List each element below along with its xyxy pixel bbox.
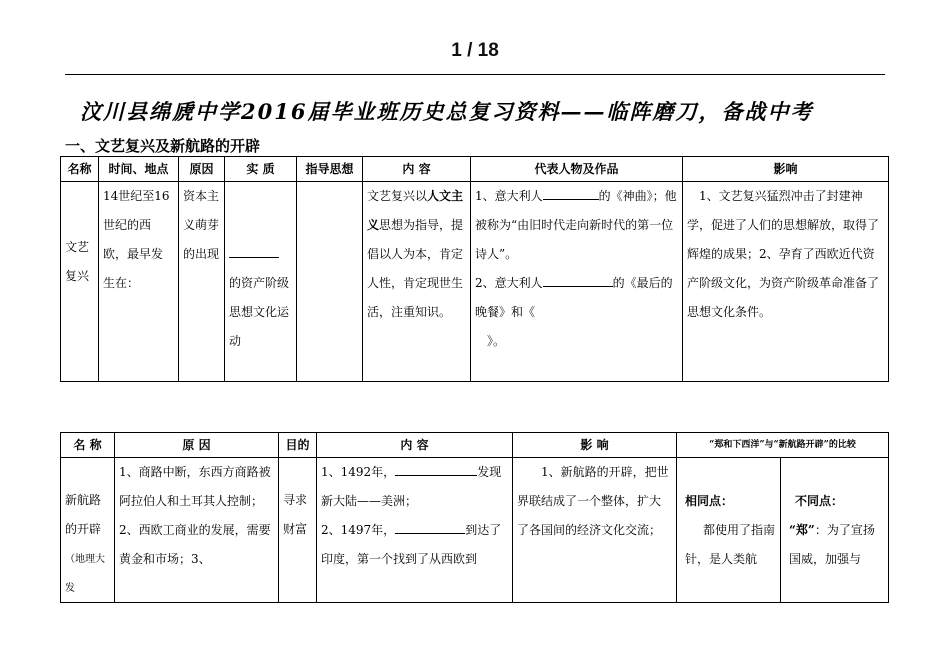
cell-content	[363, 182, 471, 382]
rep-1-suffix: 的《神曲》；他被称为“由旧时代走向新时代的第一位诗人”。	[475, 189, 677, 261]
differences-label: 不同点：	[795, 494, 844, 508]
page-number: 1 / 18	[451, 40, 499, 61]
similarities-text: 都使用了指南针，是人类航	[685, 523, 776, 566]
header-cell: 实 质	[225, 157, 297, 182]
content-2-prefix: 2、1497年，	[321, 523, 396, 537]
header-cell: 指导思想	[297, 157, 363, 182]
header-cell: 影 响	[513, 433, 677, 458]
cell-impact	[513, 458, 677, 603]
cell-reason	[115, 458, 279, 603]
purpose-text: 寻求财富	[283, 493, 308, 536]
impact-text: 1、文艺复兴猛烈冲击了封建神学，促进了人们的思想解放，取得了辉煌的成果；2、孕育了西欧近代资产阶级文化，为资产阶级革命准备了思想文化条件。	[687, 189, 880, 319]
header-cell: 影响	[683, 157, 889, 182]
fill-in-blank[interactable]	[395, 463, 477, 476]
cell-name	[61, 182, 99, 382]
cell-reason	[179, 182, 225, 382]
fill-in-blank[interactable]	[395, 521, 465, 534]
header-cell: 原 因	[115, 433, 279, 458]
content-1-prefix: 1、1492年，	[321, 465, 396, 479]
table-header-row	[61, 157, 889, 182]
cell-essence	[225, 182, 297, 382]
name-text: 文艺复兴	[65, 239, 90, 283]
content-text: 思想为指导，提倡以人为本，肯定人性，肯定现世生活，注重知识。	[367, 218, 464, 319]
header-cell-comparison	[677, 433, 889, 458]
name-text: 新航路的开辟	[65, 493, 102, 536]
fill-in-blank[interactable]	[229, 245, 279, 258]
header-cell: 名 称	[61, 433, 115, 458]
header-cell: 名称	[61, 157, 99, 182]
reason-text: 资本主义萌芽的出现	[183, 189, 220, 261]
header-cell: 时间、地点	[99, 157, 179, 182]
header-cell: 原因	[179, 157, 225, 182]
cell-impact	[683, 182, 889, 382]
rep-1-prefix: 1、意大利人	[475, 189, 543, 203]
cell-time	[99, 182, 179, 382]
content-keyword: 人文主义	[367, 189, 464, 232]
header-cell: 代表人物及作品	[471, 157, 683, 182]
fill-in-blank[interactable]	[543, 187, 599, 200]
content-2-suffix: 到达了印度，第一个找到了从西欧到	[321, 523, 502, 566]
table-row	[61, 182, 889, 382]
essence-text: 的资产阶级思想文化运动	[229, 276, 290, 348]
cell-name	[61, 458, 115, 603]
differences-text: ：为了宣扬国威，加强与	[789, 523, 875, 566]
impact-text: 1、新航路的开辟，把世界联结成了一个整体，扩大了各国间的经济文化交流；	[517, 465, 669, 537]
table-row	[61, 458, 889, 603]
content-1-suffix: 发现新大陆——美洲；	[321, 465, 502, 508]
header-cell: 内 容	[317, 433, 513, 458]
cell-content	[317, 458, 513, 603]
cell-purpose	[279, 458, 317, 603]
cell-similarities	[677, 458, 781, 603]
comparison-heading: “郑和下西洋”与“新航路开辟”的比较	[709, 440, 856, 450]
time-text: 14世纪至16世纪的西欧，最早发生在：	[103, 189, 170, 290]
document-title: 汶川县绵虒中学2016届毕业班历史总复习资料——临阵磨刀，备战中考	[80, 99, 814, 124]
rep-2-prefix: 2、意大利人	[475, 276, 543, 290]
header-cell: 目的	[279, 433, 317, 458]
cell-guiding-thought	[297, 182, 363, 382]
new-sea-routes-table	[60, 432, 889, 603]
rep-2-suffix: 的《最后的晚餐》和《	[475, 276, 673, 319]
header-cell: 内 容	[363, 157, 471, 182]
fill-in-blank[interactable]	[543, 274, 613, 287]
section-title: 一、文艺复兴及新航路的开辟	[65, 137, 261, 155]
table-header-row	[61, 433, 889, 458]
header-divider	[65, 74, 885, 75]
reason-text: 1、商路中断，东西方商路被阿拉伯人和土耳其人控制；2、西欧工商业的发展，需要黄金和市场；3、	[119, 465, 271, 566]
renaissance-table	[60, 156, 889, 382]
cell-differences	[781, 458, 889, 603]
name-note: （地理大发	[65, 554, 105, 594]
similarities-label: 相同点：	[685, 494, 734, 508]
content-prefix: 文艺复兴以	[367, 189, 428, 203]
cell-representatives	[471, 182, 683, 382]
differences-keyword: “郑”	[789, 523, 815, 537]
rep-2-end: 》。	[487, 334, 506, 348]
